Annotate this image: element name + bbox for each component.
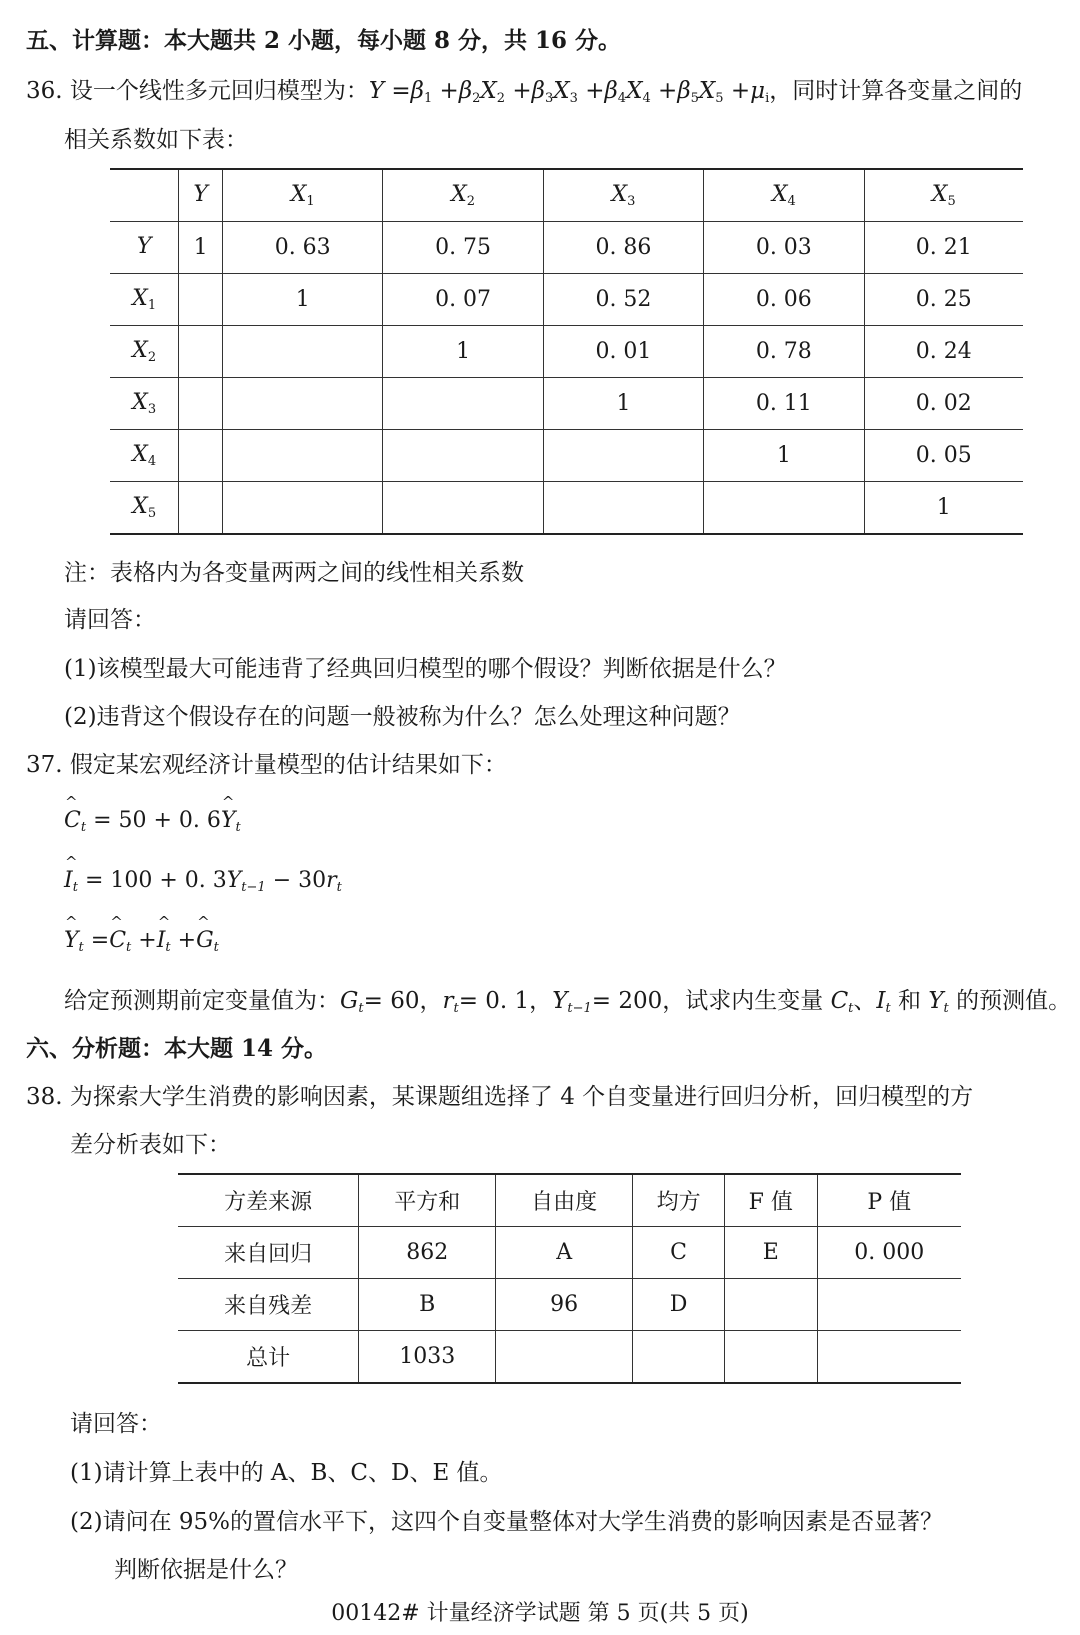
row-header-label: X [132, 338, 148, 363]
q36-sub2: (2)违背这个假设存在的问题一般被称为什么？怎么处理这种问题？ [64, 704, 741, 730]
corner-cell [110, 169, 179, 222]
table-row [110, 274, 1023, 326]
row-header-sub: 4 [147, 454, 157, 469]
q36-var-2: X [480, 78, 497, 104]
q36-var-3: X [553, 78, 570, 104]
page-footer: 00142# 计量经济学试题 第 5 页(共 5 页) [331, 1601, 749, 1626]
col-header: F 值 [725, 1174, 817, 1227]
table-cell [223, 378, 383, 430]
eq1-lhs: ^ C [64, 808, 81, 833]
table-cell: 1033 [359, 1331, 496, 1384]
table-row [178, 1227, 961, 1279]
q36-line2: 相关系数如下表： [64, 127, 248, 153]
eq1-var: ^ Y [221, 808, 236, 833]
table-cell [725, 1279, 817, 1331]
given-g: G [340, 988, 359, 1014]
table-cell [223, 430, 383, 482]
table-cell: 0. 000 [817, 1227, 961, 1279]
q36-coef-3: β [531, 78, 545, 104]
table-cell [725, 1331, 817, 1384]
q37-equation-1: ^ $C_t = 50 + 0$. 6^ $Y_t$ [64, 808, 241, 835]
table-cell [496, 1331, 633, 1384]
row-header-label: X [132, 286, 148, 311]
table-cell: 1 [179, 222, 223, 274]
q36-coef-1: β [410, 78, 424, 104]
table-cell: 来自残差 [178, 1279, 359, 1331]
given-r: r [442, 988, 454, 1014]
eq3-term-i: ^ I [157, 928, 166, 953]
table-cell: 1 [223, 274, 383, 326]
eq3-lhs: ^ Y [64, 928, 79, 953]
table-cell: 96 [496, 1279, 633, 1331]
table-cell [179, 482, 223, 535]
eq2-var-sub: t−1 [241, 880, 266, 895]
table-cell: B [359, 1279, 496, 1331]
q38-intro: 为探索大学生消费的影响因素，某课题组选择了 4 个自变量进行回归分析，回归模型的方 [69, 1084, 974, 1110]
table-cell [223, 326, 383, 378]
table-cell: 0. 06 [704, 274, 864, 326]
q36-var-3-sub: 3 [569, 91, 578, 106]
col-header [383, 169, 543, 222]
table-cell [817, 1331, 961, 1384]
col-header: 均方 [633, 1174, 725, 1227]
table-cell: 0. 25 [864, 274, 1023, 326]
given-var-c: C [830, 988, 849, 1014]
table-cell: 0. 02 [864, 378, 1023, 430]
q36-var-2-sub: 2 [496, 91, 506, 106]
table-cell [543, 430, 703, 482]
row-header [110, 482, 179, 535]
table-row [110, 378, 1023, 430]
eq2-lhs: ^ I [64, 868, 73, 893]
q36-coef-5-sub: 5 [690, 91, 699, 106]
q36-coef-5: β [677, 78, 691, 104]
table-cell [179, 430, 223, 482]
table-cell: 1 [383, 326, 543, 378]
table-cell [383, 378, 543, 430]
table-cell: 0. 86 [543, 222, 703, 274]
q37-equation-2: ^ $I_t = 100 + 0$. $3Y_{t-1} - 30r_t$ [64, 868, 342, 895]
row-header [110, 430, 179, 482]
given-sep: 、 [853, 988, 877, 1014]
table-cell: C [633, 1227, 725, 1279]
row-header-label: X [132, 442, 148, 467]
table-cell: 0. 03 [704, 222, 864, 274]
table-cell [633, 1331, 725, 1384]
q36-model-lhs: Y [368, 78, 385, 104]
row-header [110, 326, 179, 378]
table-row [110, 222, 1023, 274]
col-header [223, 169, 383, 222]
q36-coef-4-sub: 4 [617, 91, 627, 106]
table-cell: 来自回归 [178, 1227, 359, 1279]
table-cell: 0. 75 [383, 222, 543, 274]
eq2-rhs-a: = 100 + 0. 3 [84, 868, 227, 893]
col-header-sub: 2 [466, 194, 476, 209]
table-cell [179, 378, 223, 430]
row-header-sub: 3 [147, 402, 157, 417]
table-cell: 0. 11 [704, 378, 864, 430]
table-header-row [110, 169, 1023, 222]
table-cell: 0. 24 [864, 326, 1023, 378]
q36-intro: 设一个线性多元回归模型为： [69, 78, 369, 104]
given-end: 的预测值。 [956, 988, 1072, 1014]
given-r-value: = 0. 1， [458, 988, 553, 1014]
table-cell [179, 274, 223, 326]
col-header [864, 169, 1023, 222]
eq3-term-c: ^ C [109, 928, 126, 953]
q36-note: 注：表格内为各变量两两之间的线性相关系数 [64, 560, 524, 586]
row-header [110, 274, 179, 326]
correlation-table [110, 168, 1023, 535]
col-header-sub: 4 [787, 194, 796, 209]
given-y-sub: t−1 [567, 1001, 592, 1016]
table-cell: 0. 21 [864, 222, 1023, 274]
eq2-var2: r [326, 868, 337, 893]
row-header-sub: 1 [147, 298, 157, 313]
q36-coef-3-sub: 3 [544, 91, 554, 106]
table-cell: 0. 07 [383, 274, 543, 326]
q38-sub2: (2)请问在 95%的置信水平下，这四个自变量整体对大学生消费的影响因素是否显著？ [70, 1509, 944, 1535]
table-cell: A [496, 1227, 633, 1279]
row-header-sub: 5 [147, 506, 157, 521]
q38-line1 [26, 1078, 973, 1111]
q37-line1 [26, 746, 507, 779]
table-cell: 0. 52 [543, 274, 703, 326]
table-cell [223, 482, 383, 535]
col-header-label: X [290, 182, 307, 207]
given-var-i: I [876, 988, 886, 1014]
q36-please-answer: 请回答： [64, 607, 156, 633]
q36-error: μ [750, 78, 766, 104]
given-intro: 给定预测期前定变量值为： [64, 988, 340, 1014]
table-cell: D [633, 1279, 725, 1331]
col-header [704, 169, 864, 222]
col-header: 方差来源 [178, 1174, 359, 1227]
given-y-value: = 200，试求内生变量 [591, 988, 824, 1014]
table-header-row [178, 1174, 961, 1227]
q38-number: 38. [26, 1084, 63, 1110]
eq1-rhs: = 50 + 0. 6 [93, 808, 221, 833]
row-header-label: X [132, 494, 148, 519]
col-header: 平方和 [359, 1174, 496, 1227]
q36-sub1: (1)该模型最大可能违背了经典回归模型的哪个假设？判断依据是什么？ [64, 656, 787, 682]
q36-line1: 36. 设一个线性多元回归模型为：$Y =\beta_1 +\beta_2X_2 +\beta_3X_3 +\beta_4X_4 +\beta_5X_5 +\mu_i$，同时计算各变量之间的 [26, 78, 1023, 106]
table-cell: 862 [359, 1227, 496, 1279]
table-row [110, 430, 1023, 482]
q37-given: 给定预测期前定变量值为：$G_t= 60$，$r_t= 0$. 1，$Y_{t-1}= 200$，试求内生变量 $C_t$、$I_t$ 和 $Y_t$ 的预测值。 [64, 988, 1072, 1016]
col-header-label: X [931, 182, 948, 207]
col-header-label: X [771, 182, 788, 207]
table-row [178, 1279, 961, 1331]
table-cell [179, 326, 223, 378]
eq2-var: Y [226, 868, 242, 893]
q36-coef-2-sub: 2 [472, 91, 481, 106]
table-cell: 0. 05 [864, 430, 1023, 482]
col-header [543, 169, 703, 222]
table-cell [543, 482, 703, 535]
q36-intro-after: ，同时计算各变量之间的 [769, 78, 1023, 104]
section-5-heading: 五、计算题：本大题共 2 小题，每小题 8 分，共 16 分。 [26, 27, 622, 54]
table-cell [704, 482, 864, 535]
table-cell: 0. 01 [543, 326, 703, 378]
q36-var-5-sub: 5 [715, 91, 724, 106]
section-6-heading: 六、分析题：本大题 14 分。 [26, 1035, 328, 1062]
q37-number: 37. [26, 752, 63, 778]
q36-var-4-sub: 4 [642, 91, 651, 106]
q37-equation-3: ^ $Y_t$ =^ $C_t$ +^ $I_t$ +^ $G_t$ [64, 928, 219, 955]
q36-error-sub: i [765, 91, 770, 106]
table-cell [383, 482, 543, 535]
col-header: 自由度 [496, 1174, 633, 1227]
col-header-label: Y [193, 182, 208, 207]
col-header-sub: 1 [306, 194, 315, 209]
table-cell: 0. 78 [704, 326, 864, 378]
q36-var-4: X [626, 78, 643, 104]
eq3-term-g: ^ G [196, 928, 214, 953]
col-header: P 值 [817, 1174, 961, 1227]
given-y: Y [552, 988, 568, 1014]
col-header-label: X [451, 182, 467, 207]
table-cell: 1 [864, 482, 1023, 535]
table-cell: 1 [704, 430, 864, 482]
q38-please-answer: 请回答： [70, 1411, 162, 1437]
q38-line2: 差分析表如下： [70, 1132, 231, 1158]
col-header-label: X [611, 182, 628, 207]
row-header-label: Y [136, 234, 152, 259]
table-cell [383, 430, 543, 482]
q36-number: 36. [26, 78, 63, 104]
row-header-sub: 2 [147, 350, 157, 365]
table-cell: 0. 63 [223, 222, 383, 274]
table-row [110, 482, 1023, 535]
q36-coef-4: β [604, 78, 618, 104]
eq2-rhs-b: − 30 [272, 868, 327, 893]
col-header-sub: 5 [947, 194, 956, 209]
given-and: 和 [898, 988, 922, 1014]
given-g-value: = 60， [363, 988, 443, 1014]
q36-coef-2: β [458, 78, 473, 104]
col-header [179, 169, 223, 222]
col-header-sub: 3 [627, 194, 636, 209]
q36-coef-1-sub: 1 [423, 91, 433, 106]
table-cell: E [725, 1227, 817, 1279]
row-header [110, 378, 179, 430]
given-var-y: Y [928, 988, 944, 1014]
q37-intro: 假定某宏观经济计量模型的估计结果如下： [69, 752, 507, 778]
table-cell: 总计 [178, 1331, 359, 1384]
row-header [110, 222, 179, 274]
table-row [110, 326, 1023, 378]
table-cell: 1 [543, 378, 703, 430]
q38-sub1: (1)请计算上表中的 A、B、C、D、E 值。 [70, 1460, 503, 1486]
row-header-label: X [132, 390, 148, 415]
anova-table [178, 1173, 961, 1384]
table-row [178, 1331, 961, 1384]
q38-sub2-line2: 判断依据是什么？ [114, 1557, 298, 1583]
q36-var-5: X [698, 78, 716, 104]
table-cell [817, 1279, 961, 1331]
